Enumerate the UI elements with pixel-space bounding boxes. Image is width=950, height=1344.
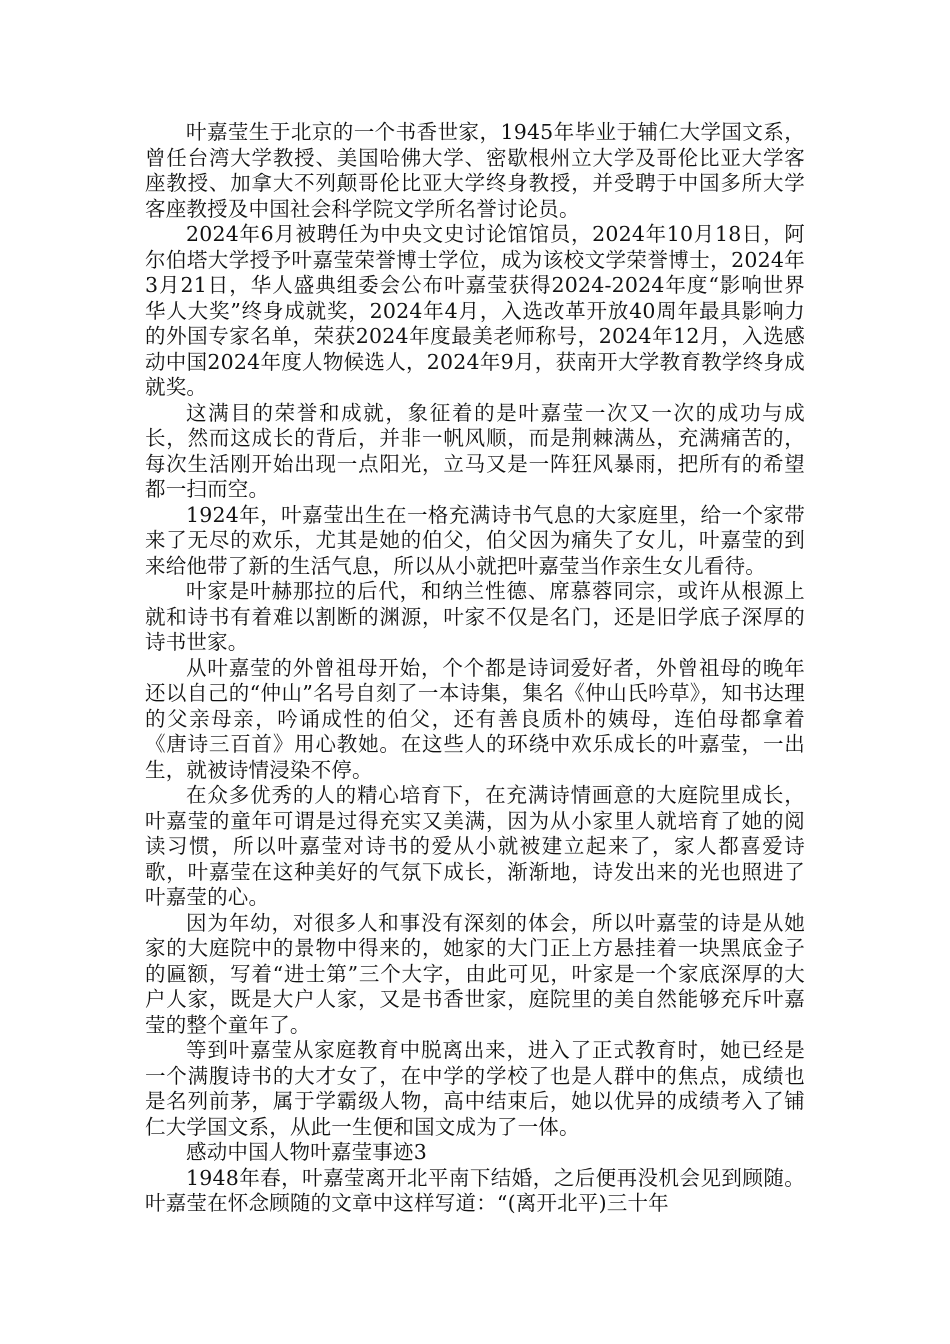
section-heading: 感动中国人物叶嘉莹事迹3 [186,1140,427,1164]
paragraph-education: 等到叶嘉莹从家庭教育中脱离出来，进入了正式教育时，她已经是一个满腹诗书的大才女了，在中学的学校了也是人群中的焦点，成绩也是名列前茅，属于学霸级人物，高中结束后，她以优异的成绩考入了铺仁大学国文系，从此一生便和国文成为了一体。 [145,1038,805,1139]
document-body [145,120,805,1217]
paragraph-biography: 叶嘉莹生于北京的一个书香世家，1945年毕业于辅仁大学国文系，曾任台湾大学教授、美国哈佛大学、密歇根州立大学及哥伦比亚大学客座教授、加拿大不列颠哥伦比亚大学终身教授，并受聘于中国多所大学客座教授及中国社会科学院文学所名誉讨论员。 [145,120,805,221]
paragraph-growth: 这满目的荣誉和成就，象征着的是叶嘉莹一次又一次的成功与成长，然而这成长的背后，并非一帆风顺，而是荆棘满丛，充满痛苦的，每次生活刚开始出现一点阳光，立马又是一阵狂风暴雨，把所有的希望都一扫而空。 [145,400,805,501]
paragraph-childhood: 在众多优秀的人的精心培育下，在充满诗情画意的大庭院里成长，叶嘉莹的童年可谓是过得充实又美满，因为从小家里人就培育了她的阅读习惯，所以叶嘉莹对诗书的爱从小就被建立起来了，家人都喜爱诗歌，叶嘉莹在这种美好的气氛下成长，渐渐地，诗发出来的光也照进了叶嘉莹的心。 [145,783,805,909]
paragraph-honors: 2024年6月被聘任为中央文史讨论馆馆员，2024年10月18日，阿尔伯塔大学授予叶嘉莹荣誉博士学位，成为该校文学荣誉博士，2024年3月21日，华人盛典组委会公布叶嘉莹获得2024-2024年度“影响世界华人大奖”终身成就奖，2024年4月，入选改革开放40周年最具影响力的外国专家名单，荣获2024年度最美老师称号，2024年12月，入选感动中国2024年度人物候选人，2024年9月，获南开大学教育教学终身成就奖。 [145,222,805,399]
paragraph-courtyard: 因为年幼，对很多人和事没有深刻的体会，所以叶嘉莹的诗是从她家的大庭院中的景物中得来的，她家的大门正上方悬挂着一块黑底金子的匾额，写着“进士第”三个大字，由此可见，叶家是一个家底深厚的大户人家，既是大户人家，又是书香世家，庭院里的美自然能够充斥叶嘉莹的整个童年了。 [145,910,805,1037]
paragraph-family-origin: 叶家是叶赫那拉的后代，和纳兰性德、席慕蓉同宗，或许从根源上就和诗书有着难以割断的渊源，叶家不仅是名门，还是旧学底子深厚的诗书世家。 [145,579,805,654]
paragraph-marriage: 1948年春，叶嘉莹离开北平南下结婚，之后便再没机会见到顾随。叶嘉莹在怀念顾随的文章中这样写道：“(离开北平)三十年 [145,1165,805,1215]
paragraph-birth: 1924年，叶嘉莹出生在一格充满诗书气息的大家庭里，给一个家带来了无尽的欢乐，尤其是她的伯父，伯父因为痛失了女儿，叶嘉莹的到来给他带了新的生活气息，所以从小就把叶嘉莹当作亲生女儿看待。 [145,502,805,578]
paragraph-poetry-family: 从叶嘉莹的外曾祖母开始，个个都是诗词爱好者，外曾祖母的晚年还以自己的“仲山”名号自刻了一本诗集，集名《仲山氏吟草》，知书达理的父亲母亲，吟诵成性的伯父，还有善良质朴的姨母，连伯母都拿着《唐诗三百首》用心教她。在这些人的环绕中欢乐成长的叶嘉莹，一出生，就被诗情浸染不停。 [145,655,805,782]
